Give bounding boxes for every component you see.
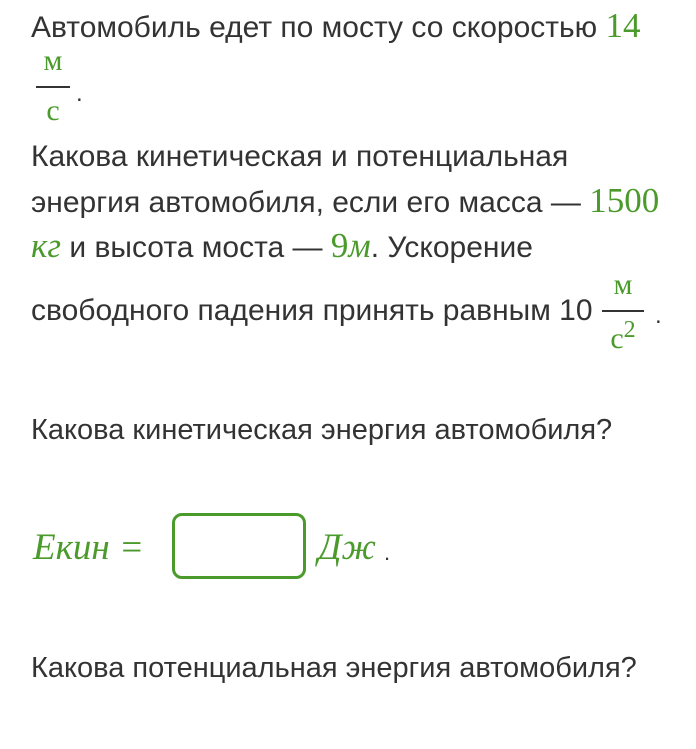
g-unit-fraction	[602, 270, 644, 354]
problem-line-3	[31, 183, 659, 218]
ekin-label: Екин =	[33, 527, 144, 568]
problem-text: энергия автомобиля, если его масса —	[31, 186, 581, 219]
problem-text: . Ускорение	[370, 231, 533, 264]
g-unit-numerator: м	[613, 268, 633, 301]
fraction-bar	[36, 86, 70, 88]
problem-line-4	[31, 228, 533, 263]
ekin-answer-input[interactable]	[172, 513, 306, 579]
problem-text: Какова кинетическая и потенциальная	[31, 140, 569, 173]
question-1: Какова кинетическая энергия автомобиля?	[31, 414, 613, 446]
speed-unit-numerator: м	[43, 44, 63, 77]
period: .	[76, 80, 83, 107]
problem-text: и высота моста —	[69, 231, 323, 264]
problem-text: свободного падения принять равным 10	[31, 294, 593, 327]
period: .	[655, 302, 662, 329]
problem-line-1	[31, 8, 640, 43]
problem-line-5	[31, 296, 593, 326]
mass-unit: кг	[31, 226, 62, 265]
height-value: 9	[330, 226, 349, 265]
question-2: Какова потенциальная энергия автомобиля?	[31, 652, 637, 684]
speed-unit-denominator: с	[46, 94, 60, 127]
g-unit-denominator	[602, 318, 644, 354]
ekin-unit: Дж	[318, 527, 376, 568]
mass-value: 1500	[589, 181, 660, 220]
problem-text: Автомобиль едет по мосту со скоростью	[31, 11, 598, 44]
period: .	[384, 540, 391, 565]
g-unit-base: с	[610, 322, 624, 355]
height-unit: м	[348, 226, 371, 265]
speed-value: 14	[605, 6, 641, 45]
fraction-bar	[602, 310, 644, 312]
speed-unit-fraction	[36, 46, 70, 126]
problem-line-2	[31, 142, 568, 172]
g-unit-power: 2	[623, 317, 636, 343]
